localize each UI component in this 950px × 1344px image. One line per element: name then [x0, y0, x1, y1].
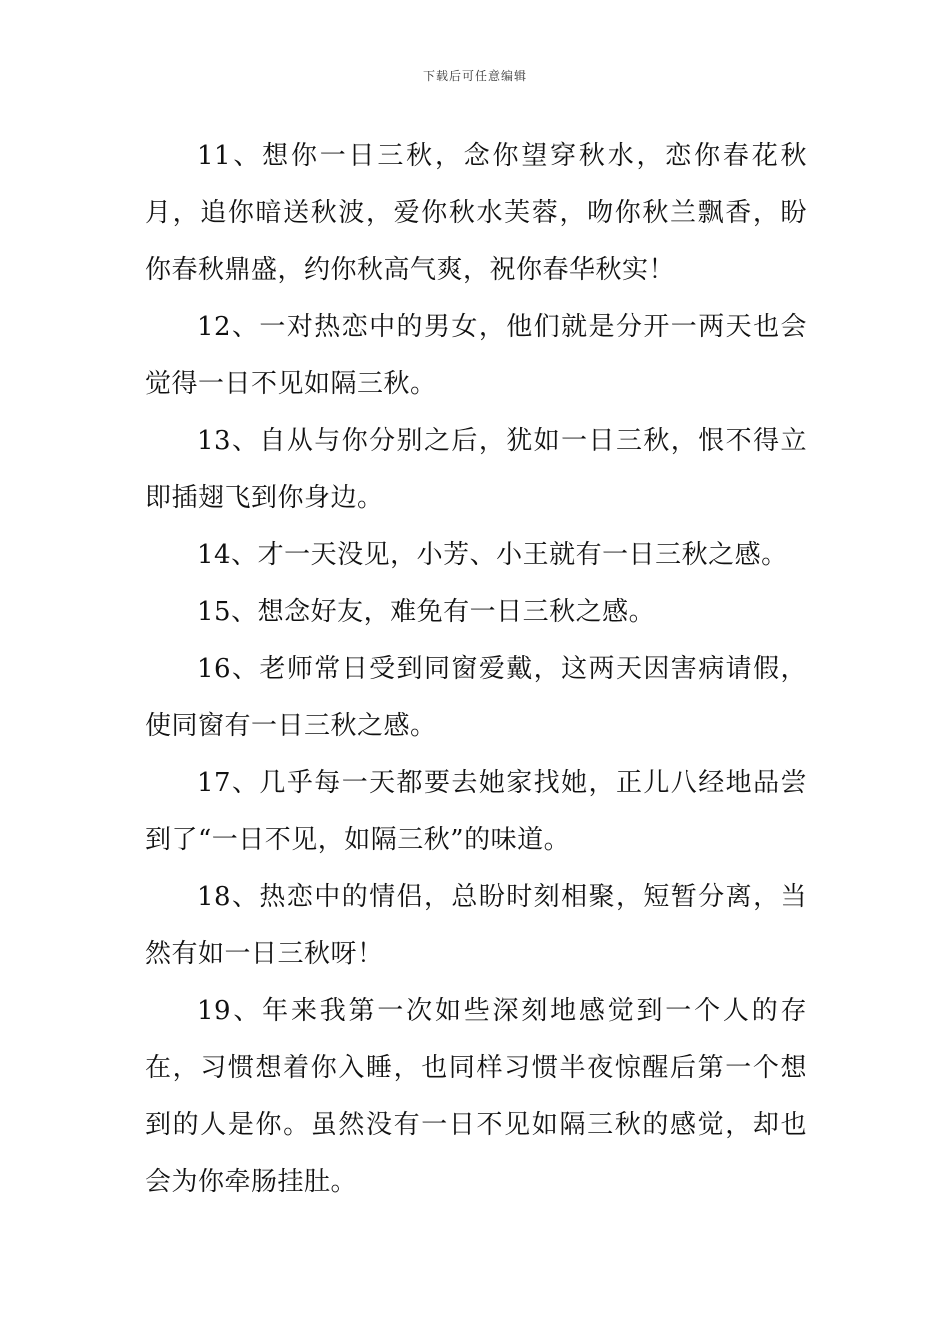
paragraph-13: 13、自从与你分别之后，犹如一日三秋，恨不得立即插翅飞到你身边。 [145, 426, 807, 513]
paragraph-15: 15、想念好友，难免有一日三秋之感。 [197, 597, 656, 627]
paragraph-11: 11、想你一日三秋，念你望穿秋水，恋你春花秋月，追你暗送秋波，爱你秋水芙蓉，吻你秋兰飘香，盼你春秋鼎盛，约你秋高气爽，祝你春华秋实！ [145, 141, 807, 285]
paragraph-12: 12、一对热恋中的男女，他们就是分开一两天也会觉得一日不见如隔三秋。 [145, 312, 807, 399]
document-body [145, 128, 807, 1211]
paragraph-17: 17、几乎每一天都要去她家找她，正儿八经地品尝到了“一日不见，如隔三秋”的味道。 [145, 768, 807, 855]
paragraph-14: 14、才一天没见，小芳、小王就有一日三秋之感。 [197, 540, 788, 570]
paragraph-19: 19、年来我第一次如些深刻地感觉到一个人的存在，习惯想着你入睡，也同样习惯半夜惊醒后第一个想到的人是你。虽然没有一日不见如隔三秋的感觉，却也会为你牵肠挂肚。 [145, 996, 807, 1197]
header-note: 下载后可任意编辑 [422, 69, 527, 83]
paragraph-16: 16、老师常日受到同窗爱戴，这两天因害病请假，使同窗有一日三秋之感。 [145, 654, 807, 741]
paragraph-18: 18、热恋中的情侣，总盼时刻相聚，短暂分离，当然有如一日三秋呀！ [145, 882, 807, 969]
